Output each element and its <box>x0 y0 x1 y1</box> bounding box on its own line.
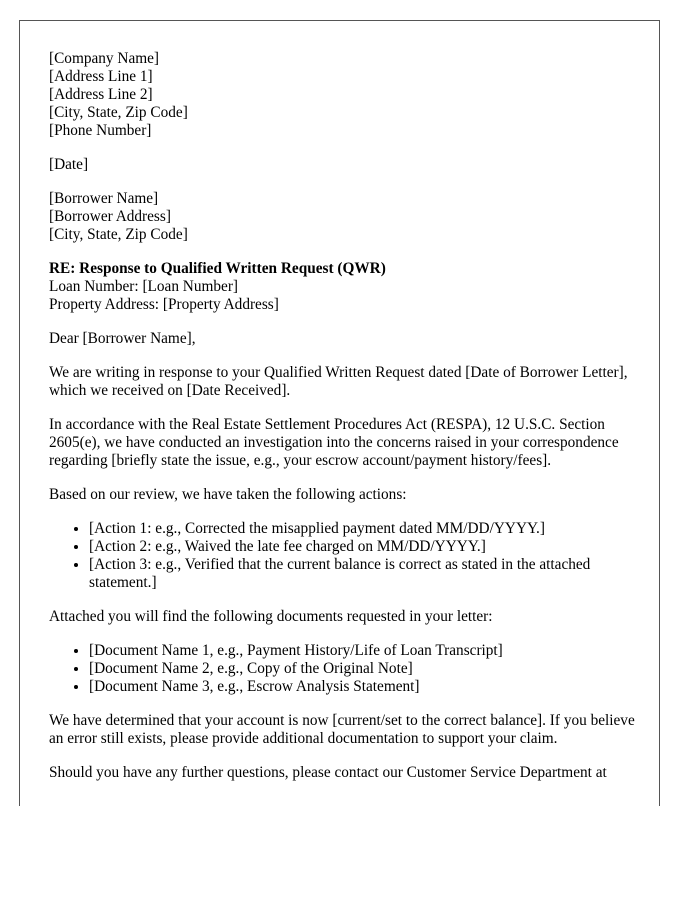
subject-re-line: RE: Response to Qualified Written Request (QWR) <box>49 260 386 277</box>
action-item-3: • [Action 3: e.g., Verified that the current balance is correct as stated in the attached statement.] <box>89 556 641 592</box>
actions-list <box>49 520 641 592</box>
sender-company-name: [Company Name] <box>49 50 160 67</box>
determination-paragraph: We have determined that your account is now [current/set to the correct balance]. If you believe an error still exists, please provide additional documentation to support your claim. <box>49 712 635 747</box>
salutation: Dear [Borrower Name], <box>49 330 196 347</box>
document-item-1: • [Document Name 1, e.g., Payment History/Life of Loan Transcript] <box>89 642 641 660</box>
sender-address-line-1: [Address Line 1] <box>49 68 153 85</box>
action-item-1: • [Action 1: e.g., Corrected the misapplied payment dated MM/DD/YYYY.] <box>89 520 641 538</box>
action-item-2: • [Action 2: e.g., Waived the late fee charged on MM/DD/YYYY.] <box>89 538 641 556</box>
sender-address-block <box>49 50 641 140</box>
documents-list <box>49 642 641 696</box>
subject-block <box>49 260 641 314</box>
sender-city-state-zip: [City, State, Zip Code] <box>49 104 188 121</box>
actions-intro-paragraph: Based on our review, we have taken the following actions: <box>49 486 407 503</box>
sender-phone: [Phone Number] <box>49 122 152 139</box>
sender-address-line-2: [Address Line 2] <box>49 86 153 103</box>
recipient-city-state-zip: [City, State, Zip Code] <box>49 226 188 243</box>
respa-paragraph: In accordance with the Real Estate Settlement Procedures Act (RESPA), 12 U.S.C. Section 2605(e), we have conducted an investigation into the concerns raised in your correspondence regarding [briefly state the issue, e.g., your escrow account/payment history/fees]. <box>49 416 619 469</box>
intro-paragraph: We are writing in response to your Qualified Written Request dated [Date of Borrower Letter], which we received on [Date Received]. <box>49 364 628 399</box>
recipient-address: [Borrower Address] <box>49 208 171 225</box>
document-item-2: • [Document Name 2, e.g., Copy of the Original Note] <box>89 660 641 678</box>
recipient-name: [Borrower Name] <box>49 190 159 207</box>
property-address: Property Address: [Property Address] <box>49 296 279 313</box>
documents-intro-paragraph: Attached you will find the following documents requested in your letter: <box>49 608 493 625</box>
letter-body <box>49 50 641 798</box>
document-item-3: • [Document Name 3, e.g., Escrow Analysis Statement] <box>89 678 641 696</box>
letter-date: [Date] <box>49 156 89 173</box>
letter-date-block <box>49 156 641 174</box>
recipient-address-block <box>49 190 641 244</box>
letter-page <box>19 20 660 806</box>
loan-number: Loan Number: [Loan Number] <box>49 278 239 295</box>
questions-paragraph: Should you have any further questions, please contact our Customer Service Department at <box>49 764 607 781</box>
